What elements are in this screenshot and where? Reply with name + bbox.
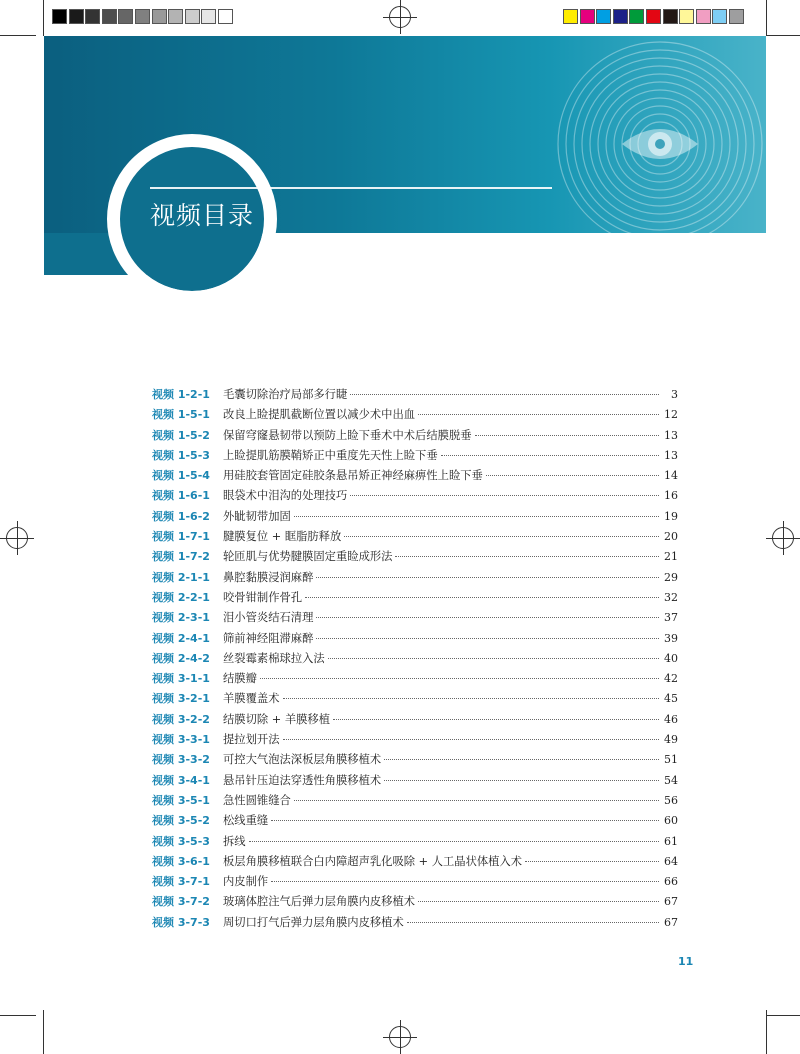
toc-entry[interactable] <box>152 589 678 609</box>
crop-mark <box>43 1010 44 1054</box>
video-title: 咬骨钳制作骨孔 <box>223 590 303 604</box>
toc-entry[interactable] <box>152 833 678 853</box>
toc-entry[interactable] <box>152 487 678 507</box>
banner-divider-line <box>150 187 552 189</box>
video-title: 结膜瓣 <box>223 672 257 686</box>
dot-leader <box>316 617 659 618</box>
dot-leader <box>344 536 659 537</box>
toc-entry[interactable] <box>152 630 678 650</box>
video-title: 眼袋术中泪沟的处理技巧 <box>223 489 348 503</box>
gray-swatch <box>135 9 150 24</box>
video-code: 视频 1-5-3 <box>152 448 210 462</box>
dot-leader <box>316 577 659 578</box>
video-code: 视频 1-7-1 <box>152 530 210 544</box>
dot-leader <box>525 861 659 862</box>
gray-swatch <box>118 9 133 24</box>
dot-leader <box>384 759 659 760</box>
video-title: 拆线 <box>223 834 246 848</box>
page-ref: 20 <box>664 530 678 544</box>
video-code: 视频 3-2-1 <box>152 692 210 706</box>
video-title: 周切口打气后弹力层角膜内皮移植术 <box>223 915 404 929</box>
video-title: 鼻腔黏膜浸润麻醉 <box>223 570 314 584</box>
crop-mark <box>766 35 800 36</box>
registration-mark-top <box>389 6 411 28</box>
color-swatch <box>696 9 711 24</box>
dot-leader <box>271 820 659 821</box>
toc-entry[interactable] <box>152 670 678 690</box>
video-title: 改良上睑提肌截断位置以减少术中出血 <box>223 408 416 422</box>
dot-leader <box>486 475 659 476</box>
toc-entry[interactable] <box>152 569 678 589</box>
toc-entry[interactable] <box>152 548 678 568</box>
dot-leader <box>294 516 659 517</box>
video-title: 内皮制作 <box>223 875 269 889</box>
color-swatch <box>646 9 661 24</box>
video-title: 可控大气泡法深板层角膜移植术 <box>223 753 382 767</box>
registration-mark-left <box>6 527 28 549</box>
gray-swatch <box>85 9 100 24</box>
video-code: 视频 3-7-1 <box>152 875 210 889</box>
video-code: 视频 2-4-1 <box>152 631 210 645</box>
video-title: 用硅胶套管固定硅胶条悬吊矫正神经麻痹性上睑下垂 <box>223 469 483 483</box>
page-ref: 60 <box>664 814 678 828</box>
toc-entry[interactable] <box>152 792 678 812</box>
video-code: 视频 3-5-2 <box>152 814 210 828</box>
color-swatch <box>679 9 694 24</box>
crop-mark <box>766 1015 800 1016</box>
page-ref: 66 <box>664 875 678 889</box>
toc-entry[interactable] <box>152 873 678 893</box>
video-code: 视频 2-2-1 <box>152 590 210 604</box>
toc-entry[interactable] <box>152 508 678 528</box>
color-swatch <box>629 9 644 24</box>
video-title: 泪小管炎结石清理 <box>223 611 314 625</box>
video-title: 悬吊针压迫法穿透性角膜移植术 <box>223 773 382 787</box>
page-number: 11 <box>678 955 694 968</box>
video-code: 视频 1-2-1 <box>152 388 210 401</box>
dot-leader <box>294 800 659 801</box>
toc-entry[interactable] <box>152 406 678 426</box>
page-ref: 39 <box>664 631 678 645</box>
gray-swatch <box>52 9 67 24</box>
video-title: 结膜切除 + 羊膜移植 <box>223 712 331 726</box>
video-title: 保留穹窿悬韧带以预防上睑下垂术中术后结膜脱垂 <box>223 428 472 442</box>
color-swatch <box>712 9 727 24</box>
dot-leader <box>249 841 659 842</box>
page-ref: 42 <box>664 672 678 686</box>
video-code: 视频 3-4-1 <box>152 773 210 787</box>
video-code: 视频 3-3-2 <box>152 753 210 767</box>
dot-leader <box>475 435 659 436</box>
dot-leader <box>350 495 659 496</box>
dot-leader <box>283 698 660 699</box>
toc-entry[interactable] <box>152 447 678 467</box>
gray-swatch <box>185 9 200 24</box>
registration-mark-bottom <box>389 1026 411 1048</box>
toc-entry[interactable] <box>152 650 678 670</box>
video-title: 外眦韧带加固 <box>223 509 291 523</box>
page-ref: 45 <box>664 692 678 706</box>
toc-entry[interactable] <box>152 853 678 873</box>
toc-entry[interactable] <box>152 914 678 934</box>
video-code: 视频 3-7-3 <box>152 915 210 929</box>
dot-leader <box>384 780 659 781</box>
toc-entry[interactable] <box>152 711 678 731</box>
video-title: 腱膜复位 + 眶脂肪释放 <box>223 530 342 544</box>
video-title: 板层角膜移植联合白内障超声乳化吸除 + 人工晶状体植入术 <box>223 854 523 868</box>
gray-swatch <box>69 9 84 24</box>
page-ref: 32 <box>664 590 678 604</box>
video-title: 毛囊切除治疗局部多行睫 <box>223 388 348 401</box>
toc-entry[interactable] <box>152 467 678 487</box>
crop-mark <box>766 0 767 36</box>
video-title: 松线重缝 <box>223 814 269 828</box>
video-code: 视频 3-1-1 <box>152 672 210 686</box>
crop-mark <box>43 0 44 36</box>
page-ref: 3 <box>671 388 678 401</box>
dot-leader <box>418 414 659 415</box>
video-code: 视频 1-5-1 <box>152 408 210 422</box>
page-ref: 61 <box>664 834 678 848</box>
page-ref: 67 <box>664 895 678 909</box>
color-swatch <box>729 9 744 24</box>
dot-leader <box>305 597 659 598</box>
crop-mark <box>766 1010 767 1054</box>
dot-leader <box>260 678 659 679</box>
video-title: 上睑提肌筋膜鞘矫正中重度先天性上睑下垂 <box>223 448 438 462</box>
page-ref: 13 <box>664 428 678 442</box>
color-swatch <box>563 9 578 24</box>
toc-entry[interactable] <box>152 772 678 792</box>
color-swatch <box>613 9 628 24</box>
video-code: 视频 2-3-1 <box>152 611 210 625</box>
video-code: 视频 1-6-2 <box>152 509 210 523</box>
color-swatch <box>580 9 595 24</box>
page-ref: 21 <box>664 550 678 564</box>
dot-leader <box>283 739 660 740</box>
video-code: 视频 3-3-1 <box>152 733 210 747</box>
crop-mark <box>0 35 36 36</box>
color-swatch <box>596 9 611 24</box>
page-ref: 46 <box>664 712 678 726</box>
video-title: 丝裂霉素棉球拉入法 <box>223 651 325 665</box>
dot-leader <box>395 556 659 557</box>
page-ref: 64 <box>664 854 678 868</box>
toc-entry[interactable] <box>152 609 678 629</box>
toc-entry[interactable] <box>152 893 678 913</box>
gray-swatch <box>218 9 233 24</box>
dot-leader <box>271 881 659 882</box>
video-title: 玻璃体腔注气后弹力层角膜内皮移植术 <box>223 895 416 909</box>
toc-entry[interactable] <box>152 731 678 751</box>
video-code: 视频 1-5-4 <box>152 469 210 483</box>
gray-swatch <box>168 9 183 24</box>
video-code: 视频 3-5-3 <box>152 834 210 848</box>
video-code: 视频 1-7-2 <box>152 550 210 564</box>
page-ref: 56 <box>664 793 678 807</box>
dot-leader <box>333 719 659 720</box>
toc-entry[interactable] <box>152 812 678 832</box>
video-code: 视频 3-5-1 <box>152 793 210 807</box>
page-ref: 16 <box>664 489 678 503</box>
color-swatch <box>663 9 678 24</box>
page-ref: 13 <box>664 448 678 462</box>
toc-entry[interactable] <box>152 427 678 447</box>
gray-swatch <box>102 9 117 24</box>
video-title: 提拉划开法 <box>223 733 280 747</box>
page-ref: 14 <box>664 469 678 483</box>
page-ref: 40 <box>664 651 678 665</box>
dot-leader <box>418 901 659 902</box>
video-title: 急性圆锥缝合 <box>223 793 291 807</box>
dot-leader <box>441 455 659 456</box>
toc-entry[interactable] <box>152 386 678 406</box>
video-code: 视频 3-7-2 <box>152 895 210 909</box>
dot-leader <box>316 638 659 639</box>
page-ref: 19 <box>664 509 678 523</box>
page-ref: 67 <box>664 915 678 929</box>
video-title: 筛前神经阻滞麻醉 <box>223 631 314 645</box>
gray-swatch <box>201 9 216 24</box>
page-ref: 49 <box>664 733 678 747</box>
video-title: 羊膜覆盖术 <box>223 692 280 706</box>
video-toc-list <box>152 386 678 934</box>
page-ref: 54 <box>664 773 678 787</box>
page-ref: 12 <box>664 408 678 422</box>
video-code: 视频 3-2-2 <box>152 712 210 726</box>
video-code: 视频 2-4-2 <box>152 651 210 665</box>
dot-leader <box>407 922 659 923</box>
page-ref: 51 <box>664 753 678 767</box>
eye-rings-decoration <box>540 36 766 233</box>
crop-mark <box>0 1015 36 1016</box>
toc-entry[interactable] <box>152 751 678 771</box>
video-title: 轮匝肌与优势腱膜固定重睑成形法 <box>223 550 393 564</box>
video-code: 视频 1-5-2 <box>152 428 210 442</box>
dot-leader <box>328 658 659 659</box>
video-code: 视频 1-6-1 <box>152 489 210 503</box>
video-code: 视频 3-6-1 <box>152 854 210 868</box>
page-ref: 37 <box>664 611 678 625</box>
toc-entry[interactable] <box>152 690 678 710</box>
page-title: 视频目录 <box>150 201 255 230</box>
toc-entry[interactable] <box>152 528 678 548</box>
gray-swatch <box>152 9 167 24</box>
dot-leader <box>350 394 659 395</box>
registration-mark-right <box>772 527 794 549</box>
video-code: 视频 2-1-1 <box>152 570 210 584</box>
page-ref: 29 <box>664 570 678 584</box>
